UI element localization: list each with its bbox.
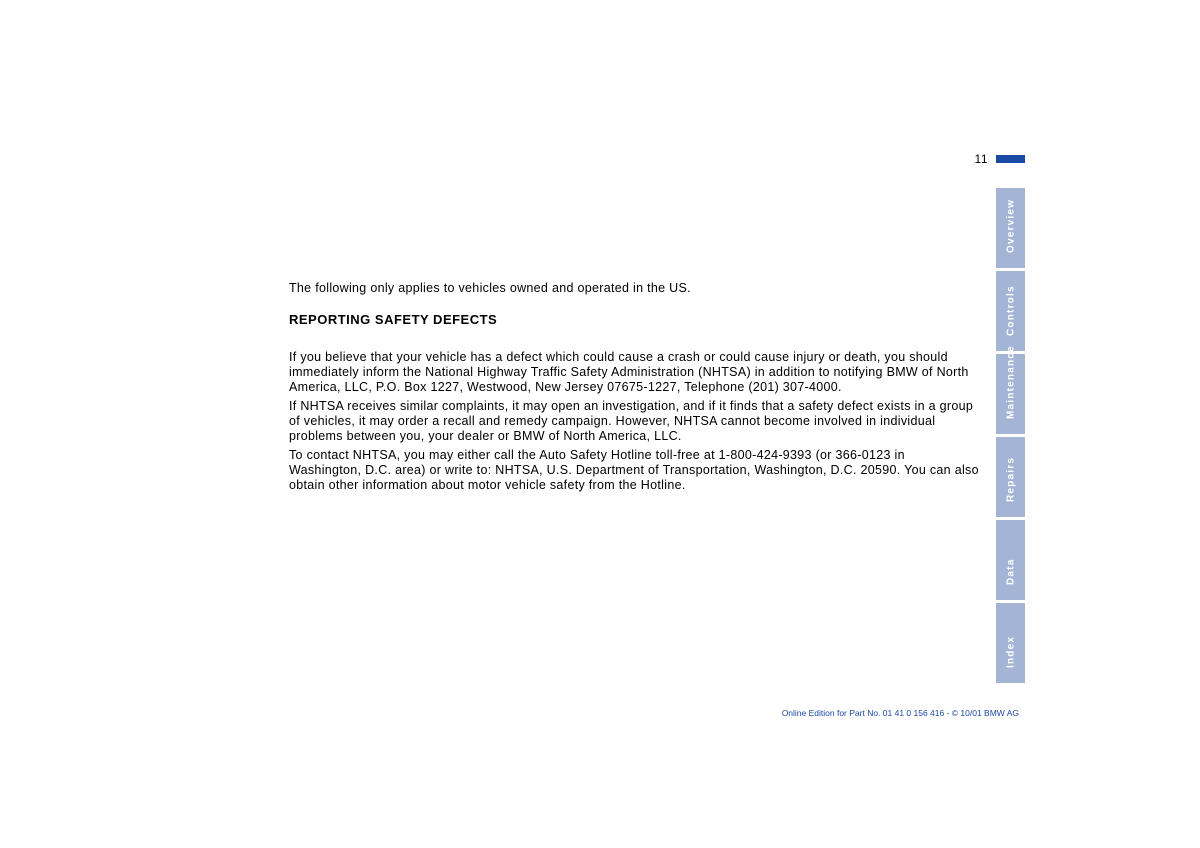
main-content	[289, 281, 979, 493]
tab-index[interactable]	[996, 603, 1025, 683]
paragraph-investigation: If NHTSA receives similar complaints, it may open an investigation, and if it finds that a safety defect exists in a group of vehicles, it may order a recall and remedy campaign. However, NHTSA cannot become involved in individual problems between you, your dealer or BMW of North America, LLC.	[289, 399, 974, 443]
tab-data[interactable]	[996, 520, 1025, 600]
tab-controls[interactable]	[996, 271, 1025, 351]
tab-maintenance[interactable]	[996, 345, 1025, 434]
intro-text: The following only applies to vehicles owned and operated in the US.	[289, 281, 691, 295]
tab-overview[interactable]	[996, 188, 1025, 268]
tab-repairs[interactable]	[996, 437, 1025, 517]
tab-overview-label: Overview	[1005, 198, 1016, 253]
section-heading: REPORTING SAFETY DEFECTS	[289, 312, 498, 327]
paragraph-contact: To contact NHTSA, you may either call the Auto Safety Hotline toll-free at 1-800-424-9393 (or 366-0123 in Washington, D.C. area) or write to: NHTSA, U.S. Department of Transportation, Washington, D.C. 20590. You can also obtain other information about motor vehicle safety from the Hotline.	[289, 448, 979, 492]
tab-data-label: Data	[1005, 558, 1016, 585]
page-number-marker	[996, 155, 1025, 163]
tab-maintenance-label: Maintenance	[1005, 345, 1016, 419]
tab-repairs-label: Repairs	[1005, 456, 1016, 502]
tab-controls-label: Controls	[1005, 285, 1016, 336]
page-number: 11	[974, 152, 988, 166]
tab-index-label: Index	[1005, 635, 1016, 668]
footer-edition-note: Online Edition for Part No. 01 41 0 156 416 - © 10/01 BMW AG	[781, 708, 1019, 718]
section-tabs	[996, 188, 1025, 686]
paragraph-notify: If you believe that your vehicle has a defect which could cause a crash or could cause injury or death, you should immediately inform the National Highway Traffic Safety Administration (NHTSA) in addition to notifying BMW of North America, LLC, P.O. Box 1227, Westwood, New Jersey 07675-1227, Telephone (201) 307-4000.	[289, 350, 969, 394]
